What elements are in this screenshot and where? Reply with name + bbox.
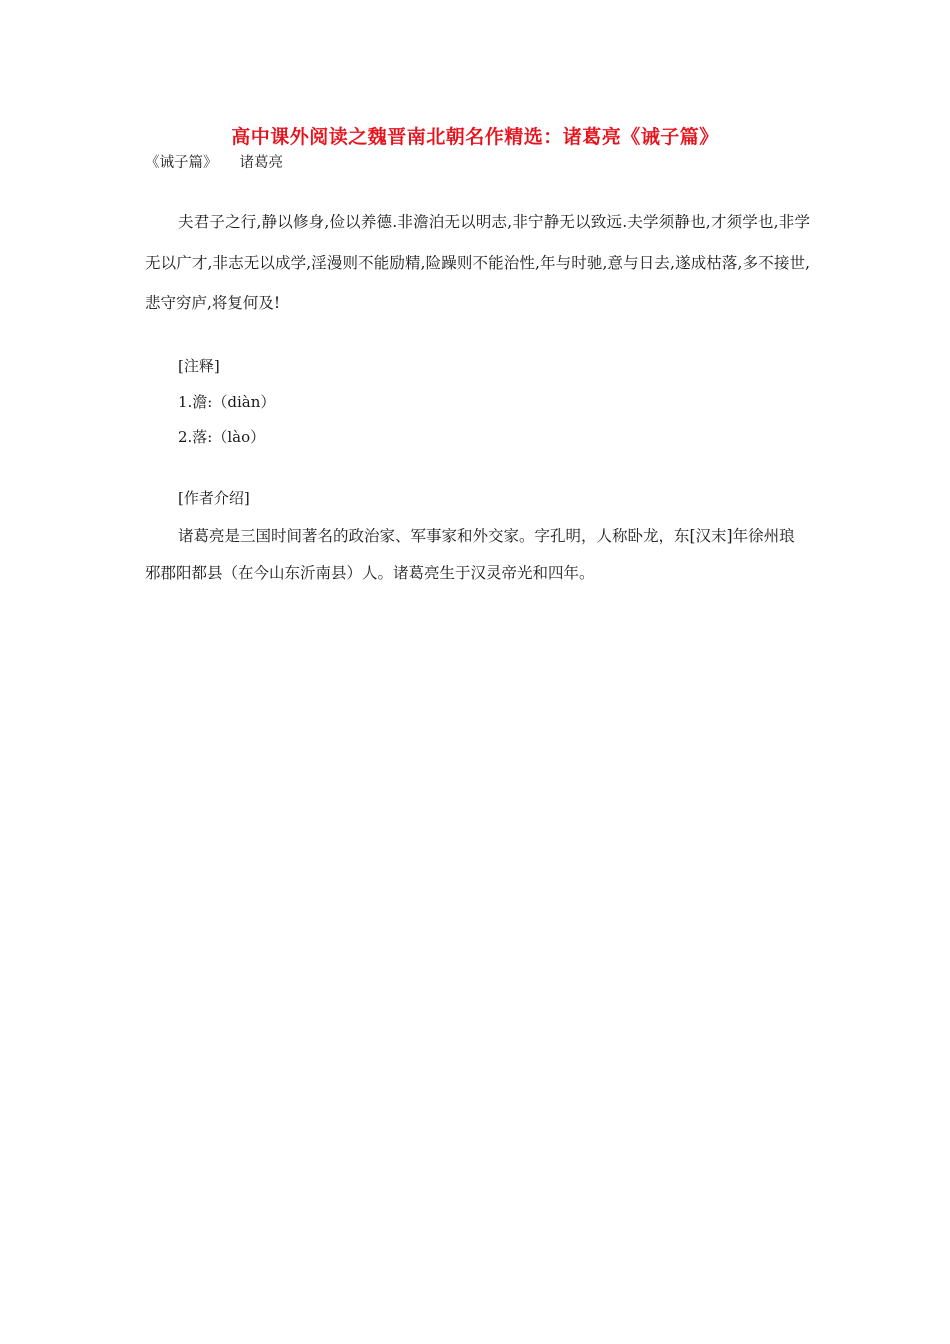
author-intro-heading: [作者介绍] [178, 489, 250, 507]
main-text-paragraph: 夫君子之行,静以修身,俭以养德.非澹泊无以明志,非宁静无以致远.夫学须静也,才须学也,非学无以广才,非志无以成学,淫漫则不能励精,险躁则不能治性,年与时驰,意与日去,遂成枯落,多不接世,悲守穷庐,将复何及! [145, 213, 810, 312]
subtitle-line [145, 152, 283, 174]
author-intro-paragraph: 诸葛亮是三国时间著名的政治家、军事家和外交家。字孔明，人称卧龙，东[汉末]年徐州琅邪郡阳都县（在今山东沂南县）人。诸葛亮生于汉灵帝光和四年。 [145, 527, 795, 582]
note-item: 2.落:（lào） [178, 428, 266, 446]
note-item: 1.澹:（diàn） [178, 393, 276, 411]
notes-heading: [注释] [178, 357, 220, 375]
work-title: 《诫子篇》 [145, 155, 218, 171]
author-name: 诸葛亮 [239, 155, 283, 171]
document-title: 高中课外阅读之魏晋南北朝名作精选：诸葛亮《诫子篇》 [231, 126, 719, 148]
